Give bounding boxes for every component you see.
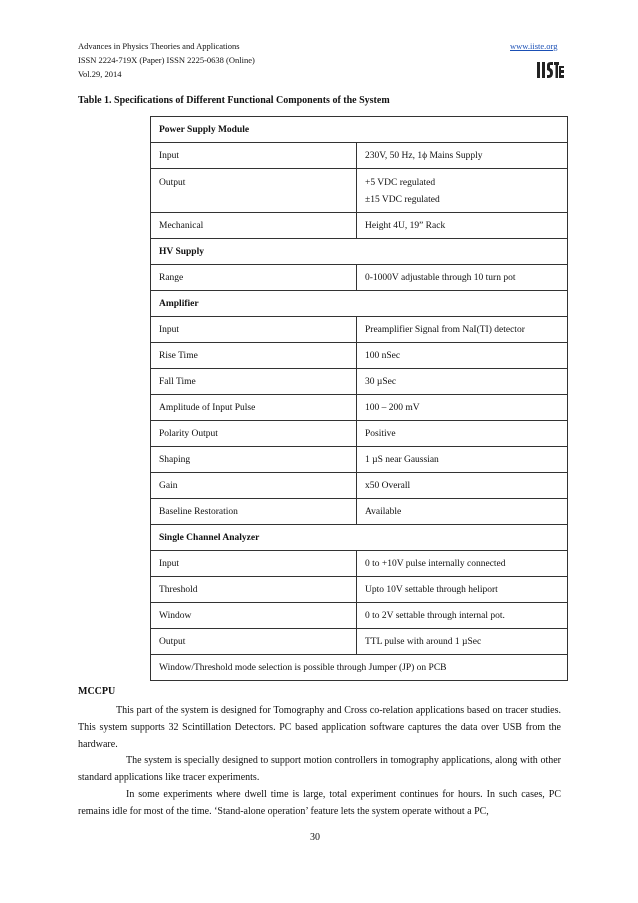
section-header: Power Supply Module — [151, 117, 568, 143]
journal-volume: Vol.29, 2014 — [78, 69, 122, 79]
parameter-cell: Input — [151, 317, 357, 343]
value-cell: 1 µS near Gaussian — [357, 447, 568, 473]
journal-title: Advances in Physics Theories and Applications — [78, 41, 240, 51]
parameter-cell: Mechanical — [151, 213, 357, 239]
parameter-cell: Threshold — [151, 577, 357, 603]
table-row — [151, 577, 568, 603]
parameter-cell: Output — [151, 629, 357, 655]
table-row — [151, 525, 568, 551]
journal-url-link[interactable]: www.iiste.org — [510, 41, 558, 51]
table-row — [151, 169, 568, 213]
table-caption: Table 1. Specifications of Different Functional Components of the System — [78, 95, 390, 106]
table-row — [151, 551, 568, 577]
value-cell: 0 to 2V settable through internal pot. — [357, 603, 568, 629]
parameter-cell: Amplitude of Input Pulse — [151, 395, 357, 421]
table-row — [151, 395, 568, 421]
value-cell: TTL pulse with around 1 µSec — [357, 629, 568, 655]
value-cell: Available — [357, 499, 568, 525]
parameter-cell: Window — [151, 603, 357, 629]
value-cell: Preamplifier Signal from NaI(TI) detector — [357, 317, 568, 343]
body-paragraph: This part of the system is designed for Tomography and Cross co-relation applications based on tracer studies. This system supports 32 Scintillation Detectors. PC based application software captures the data over USB from the hardware. — [78, 705, 561, 750]
table-row — [151, 655, 568, 681]
parameter-cell: Fall Time — [151, 369, 357, 395]
value-cell: Positive — [357, 421, 568, 447]
journal-header — [78, 41, 255, 83]
section-header: Amplifier — [151, 291, 568, 317]
parameter-cell: Polarity Output — [151, 421, 357, 447]
table-row — [151, 447, 568, 473]
table-row — [151, 343, 568, 369]
value-cell: 0 to +10V pulse internally connected — [357, 551, 568, 577]
table-row — [151, 117, 568, 143]
table-row — [151, 265, 568, 291]
table-row — [151, 239, 568, 265]
section-heading: MCCPU — [78, 686, 116, 697]
parameter-cell: Input — [151, 143, 357, 169]
table-row — [151, 143, 568, 169]
journal-issn: ISSN 2224-719X (Paper) ISSN 2225-0638 (Online) — [78, 55, 255, 65]
body-paragraph: In some experiments where dwell time is large, total experiment continues for hours. In such cases, PC remains idle for most of the time. ‘Stand-alone operation’ feature lets the system operate without a PC, — [78, 789, 561, 817]
table-row — [151, 213, 568, 239]
table-row — [151, 421, 568, 447]
value-cell: 100 nSec — [357, 343, 568, 369]
value-cell: 100 – 200 mV — [357, 395, 568, 421]
table-row — [151, 317, 568, 343]
parameter-cell: Output — [151, 169, 357, 213]
specifications-table — [150, 116, 568, 681]
parameter-cell: Range — [151, 265, 357, 291]
table-row — [151, 629, 568, 655]
note-cell: Window/Threshold mode selection is possible through Jumper (JP) on PCB — [151, 655, 568, 681]
value-cell: Height 4U, 19” Rack — [357, 213, 568, 239]
body-paragraph: The system is specially designed to support motion controllers in tomography applications, along with other standard applications like tracer experiments. — [78, 755, 561, 783]
parameter-cell: Rise Time — [151, 343, 357, 369]
parameter-cell: Baseline Restoration — [151, 499, 357, 525]
page-number: 30 — [310, 832, 320, 843]
value-cell: x50 Overall — [357, 473, 568, 499]
table-row — [151, 473, 568, 499]
value-cell — [357, 169, 568, 213]
parameter-cell: Input — [151, 551, 357, 577]
table-row — [151, 291, 568, 317]
table-row — [151, 369, 568, 395]
value-cell: 230V, 50 Hz, 1ϕ Mains Supply — [357, 143, 568, 169]
table-row — [151, 603, 568, 629]
value-cell: 30 µSec — [357, 369, 568, 395]
value-cell: Upto 10V settable through heliport — [357, 577, 568, 603]
parameter-cell: Gain — [151, 473, 357, 499]
table-row — [151, 499, 568, 525]
parameter-cell: Shaping — [151, 447, 357, 473]
value-cell: 0-1000V adjustable through 10 turn pot — [357, 265, 568, 291]
iiste-logo — [536, 60, 564, 80]
value-line: ±15 VDC regulated — [365, 195, 440, 205]
value-line: +5 VDC regulated — [365, 178, 436, 188]
section-header: HV Supply — [151, 239, 568, 265]
section-header: Single Channel Analyzer — [151, 525, 568, 551]
